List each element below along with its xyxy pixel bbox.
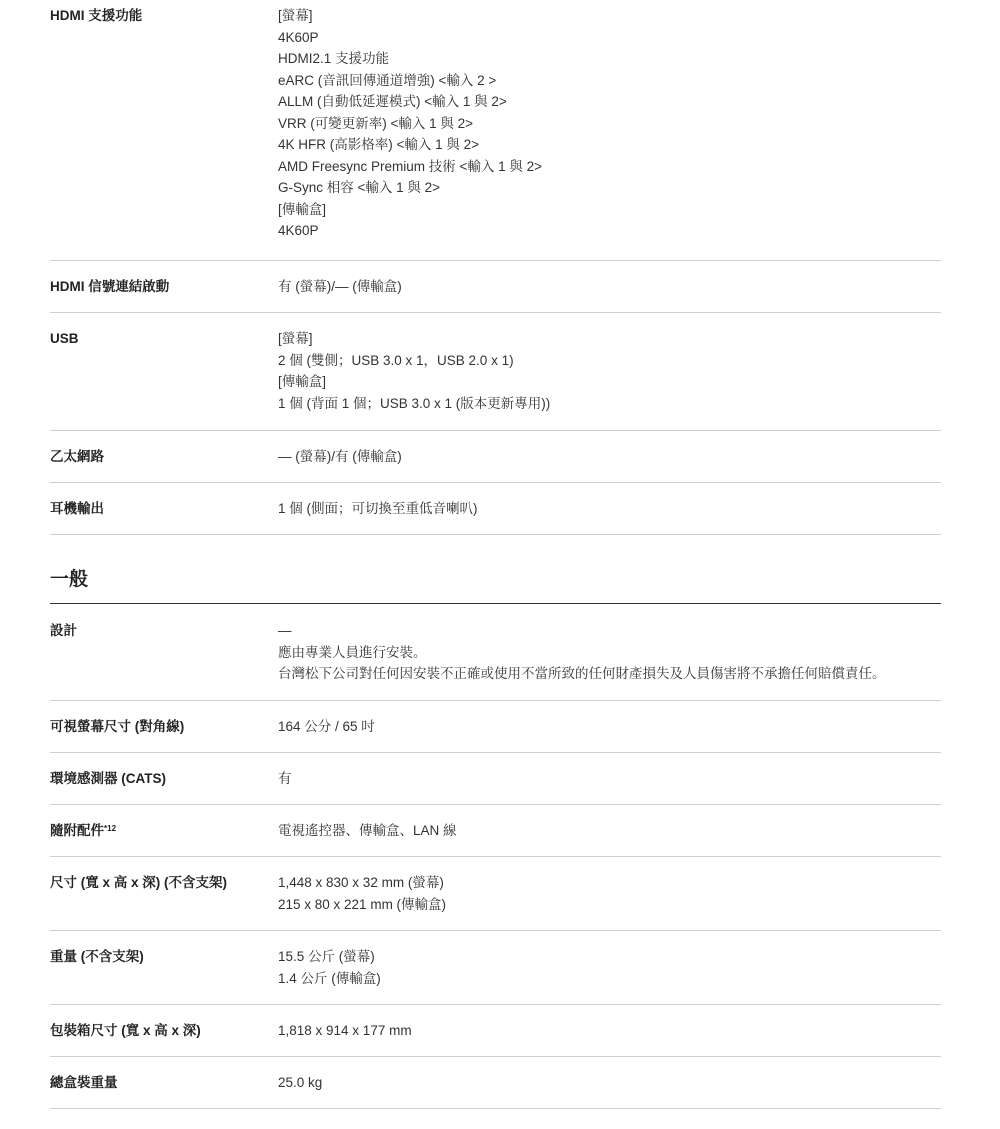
spec-row-ethernet bbox=[50, 431, 941, 483]
spec-value-line: 台灣松下公司對任何因安裝不正確或使用不當所致的任何財產損失及人員傷害將不承擔任何賠償責任。 bbox=[278, 666, 886, 681]
spec-row-hdmi-cec bbox=[50, 261, 941, 313]
spec-value-line: 有 (螢幕)/— (傳輸盒) bbox=[278, 279, 402, 294]
spec-value-line: AMD Freesync Premium 技術 <輸入 1 與 2> bbox=[278, 158, 543, 174]
spec-value-line: ALLM (自動低延遲模式) <輸入 1 與 2> bbox=[278, 94, 507, 109]
spec-label: 尺寸 (寬 x 高 x 深) (不含支架) bbox=[50, 875, 228, 890]
spec-label: 乙太網路 bbox=[50, 449, 104, 464]
spec-row-headphone bbox=[50, 483, 941, 535]
spec-value-line: 25.0 kg bbox=[278, 1075, 323, 1090]
spec-value-line: 4K60P bbox=[278, 223, 319, 238]
spec-value bbox=[278, 276, 402, 298]
spec-value-line: 1.4 公斤 (傳輸盒) bbox=[278, 970, 381, 986]
spec-label-cell bbox=[50, 857, 258, 930]
spec-row-usb bbox=[50, 313, 941, 431]
spec-label-text: 隨附配件 bbox=[50, 823, 104, 838]
spec-label: USB bbox=[50, 331, 79, 346]
spec-row-ambient-sensor bbox=[50, 753, 941, 805]
section-title-general: 一般 bbox=[50, 569, 89, 590]
spec-value-line: — bbox=[278, 623, 292, 638]
spec-row-package-size bbox=[50, 1005, 941, 1057]
spec-value-line: 4K60P bbox=[278, 29, 319, 45]
spec-row-package-weight bbox=[50, 1057, 941, 1109]
spec-row-accessories bbox=[50, 805, 941, 857]
section-divider bbox=[50, 603, 941, 604]
spec-value bbox=[278, 872, 446, 915]
spec-label: 耳機輸出 bbox=[50, 501, 104, 516]
spec-value-line: 2 個 (雙側；USB 3.0 x 1，USB 2.0 x 1) bbox=[278, 352, 514, 368]
spec-value-line: 4K HFR (高影格率) <輸入 1 與 2> bbox=[278, 137, 480, 152]
spec-value-line: 15.5 公斤 (螢幕) bbox=[278, 949, 375, 964]
spec-value-line: 有 bbox=[278, 771, 292, 786]
spec-label: 包裝箱尺寸 (寬 x 高 x 深) bbox=[50, 1023, 201, 1038]
spec-row-dimensions bbox=[50, 857, 941, 931]
spec-row-design bbox=[50, 605, 941, 701]
spec-value-line: 電視遙控器、傳輸盒、LAN 線 bbox=[278, 823, 457, 838]
spec-value bbox=[278, 446, 402, 468]
spec-label-cell bbox=[50, 931, 258, 1004]
spec-value-line: 1,818 x 914 x 177 mm bbox=[278, 1023, 412, 1038]
spec-value bbox=[278, 946, 381, 989]
spec-label: HDMI 信號連結啟動 bbox=[50, 279, 170, 294]
spec-value-line: 215 x 80 x 221 mm (傳輸盒) bbox=[278, 896, 447, 912]
spec-label: 環境感測器 (CATS) bbox=[50, 771, 166, 786]
spec-value bbox=[278, 5, 542, 242]
spec-value-line: [傳輸盒] bbox=[278, 374, 327, 389]
spec-value-line: HDMI2.1 支援功能 bbox=[278, 51, 390, 66]
spec-row-hdmi-features bbox=[50, 0, 941, 261]
spec-label-cell bbox=[50, 313, 258, 430]
spec-value-line: 164 公分 / 65 吋 bbox=[278, 719, 375, 734]
spec-value bbox=[278, 328, 550, 414]
spec-value bbox=[278, 1020, 412, 1042]
spec-value-line: VRR (可變更新率) <輸入 1 與 2> bbox=[278, 115, 474, 131]
spec-label: 重量 (不含支架) bbox=[50, 949, 144, 964]
spec-row-weight bbox=[50, 931, 941, 1005]
spec-value-line: [螢幕] bbox=[278, 331, 313, 346]
spec-value bbox=[278, 620, 886, 685]
spec-label: 可視螢幕尺寸 (對角線) bbox=[50, 719, 185, 734]
spec-value-line: 1,448 x 830 x 32 mm (螢幕) bbox=[278, 875, 444, 890]
spec-label-cell bbox=[50, 0, 258, 260]
spec-value-line: 1 個 (背面 1 個；USB 3.0 x 1 (版本更新專用)) bbox=[278, 395, 551, 411]
spec-value-line: 1 個 (側面；可切換至重低音喇叭) bbox=[278, 501, 478, 516]
spec-label: 設計 bbox=[50, 623, 77, 638]
spec-value bbox=[278, 768, 292, 790]
spec-label bbox=[50, 820, 116, 842]
spec-value bbox=[278, 716, 375, 738]
spec-row-screen-size bbox=[50, 701, 941, 753]
spec-value-line: — (螢幕)/有 (傳輸盒) bbox=[278, 449, 402, 464]
spec-value-line: [螢幕] bbox=[278, 8, 313, 23]
spec-value-line: G-Sync 相容 <輸入 1 與 2> bbox=[278, 180, 441, 195]
spec-label: 總盒裝重量 bbox=[50, 1075, 118, 1090]
spec-value bbox=[278, 820, 457, 842]
spec-value-line: [傳輸盒] bbox=[278, 201, 327, 217]
spec-value-line: eARC (音訊回傳通道增強) <輸入 2 > bbox=[278, 72, 497, 88]
spec-label-cell bbox=[50, 605, 258, 700]
spec-value bbox=[278, 1072, 322, 1094]
spec-label: HDMI 支援功能 bbox=[50, 8, 143, 23]
spec-value bbox=[278, 498, 478, 520]
spec-value-line: 應由專業人員進行安裝。 bbox=[278, 644, 427, 660]
footnote-marker: *12 bbox=[104, 824, 117, 833]
